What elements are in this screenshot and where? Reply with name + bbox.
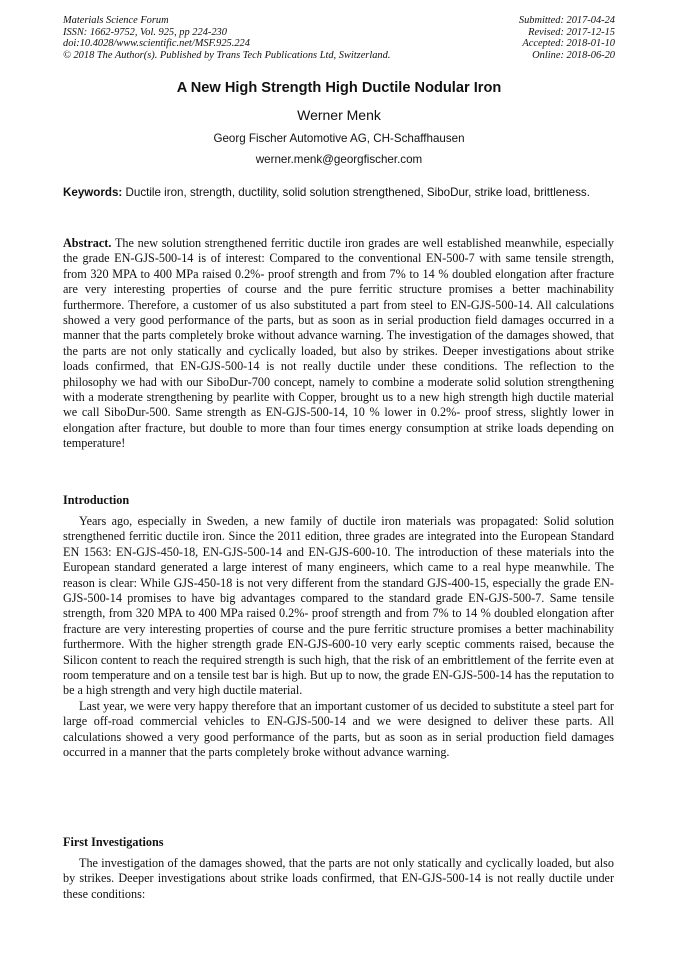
paper-title: A New High Strength High Ductile Nodular Iron [176,80,502,96]
abstract-label: Abstract. [63,236,112,250]
introduction-heading: Introduction [63,493,130,507]
first-investigations-paragraph: The investigation of the damages showed, that the parts are not only statically and cyclically loaded, but also by strikes. Deeper investigations about strike loads confirmed, that EN-GJS-500-14 is not really ductile under these conditions: [63,856,614,901]
keywords-text: Ductile iron, strength, ductility, solid solution strengthened, SiboDur, strike load, brittleness. [125,186,590,199]
dates-header [519,15,615,61]
abstract-text: The new solution strengthened ferritic ductile iron grades are well established meanwhile, especially the grade EN-GJS-500-14 is of interest: Compared to the conventional EN-500-7 with same tensile strength, from 320 MPA to 400 MPa raised 0.2%- proof strength and from 7% to 14 % doubled elongation after fracture are very interesting properties of course and the pure ferritic structure promises a better machinability furthermore. Therefore, a customer of us also substituted a part from steel to EN-GJS-500-14. All calculations showed a very good performance of the parts, but as soon as in serial production field damages occurred in a manner that the parts completely broke without advance warning. The investigation of the damages showed, that the parts are not only statically and cyclically loaded, but also by strikes. Deeper investigations about strike loads confirmed, that EN-GJS-500-14 is not really ductile under these conditions. The reflection to the philosophy we had with our SiboDur-700 concept, namely to combine a moderate solid solution strengthening with a moderate strengthening by pearlite with Copper, brought us to a new high strength high ductile material we call SiboDur-500. Same strength as EN-GJS-500-14, 10 % lower in 0.2%- proof stress, slightly lower in elongation after fracture, but double to more than four times energy consumption at strike loads depending on temperature! [63,236,615,451]
author-affiliation: Georg Fischer Automotive AG, CH-Schaffhausen [213,132,465,145]
abstract-block [63,236,614,452]
doi-line: doi:10.4028/www.scientific.net/MSF.925.224 [63,38,250,50]
author-email: werner.menk@georgfischer.com [255,153,423,166]
introduction-paragraph: Last year, we were very happy therefore that an important customer of us decided to substitute a steel part for large off-road commercial vehicles to EN-GJS-500-14 and we were designed to deliver these parts. All calculations showed a very good performance of the parts, but as soon as in serial production field damages occurred in a manner that the parts completely broke without advance warning. [63,698,614,760]
journal-name: Materials Science Forum [63,15,169,26]
first-investigations-heading: First Investigations [63,835,164,849]
copyright-line: © 2018 The Author(s). Published by Trans Tech Publications Ltd, Switzerland. [63,49,391,61]
journal-header [63,15,390,61]
issn-line: ISSN: 1662-9752, Vol. 925, pp 224-230 [63,26,227,38]
first-investigations-body [63,856,614,902]
submitted-date: Submitted: 2017-04-24 [518,15,615,26]
accepted-date: Accepted: 2018-01-10 [522,38,615,50]
revised-date: Revised: 2017-12-15 [528,26,615,38]
introduction-body [63,514,614,761]
online-date: Online: 2018-06-20 [532,49,615,61]
author-name: Werner Menk [297,107,381,123]
introduction-paragraph: Years ago, especially in Sweden, a new family of ductile iron materials was propagated: Solid solution strengthened ferritic ductile iron. Since the 2011 edition, three grades are integrated into the European Standard EN 1563: EN-GJS-450-18, EN-GJS-500-14 and EN-GJS-600-10. The introduction of these materials into the European standard generated a large interest of many engineers, which came to a real hype meanwhile. The reason is clear: While GJS-450-18 is not very different from the standard GJS-400-15, especially the grade EN-GJS-500-14 promises to have big advantages compared to the standard grade EN-GJS-500-7. Same tensile strength, from 320 MPA to 400 MPa raised 0.2%- proof strength and from 7% to 14 % doubled elongation after fracture are very interesting properties of course and the pure ferritic structure promises a better machinability furthermore. With the higher strength grade EN-GJS-600-10 very early sceptic comments raised, because the Silicon content to reach the required strength is such high, that the risk of an embrittlement of the ferrite even at room temperature and on a tensile test bar is high. But up to now, the grade EN-GJS-500-14 has the reputation to be a high strength and very high ductile material. [63,514,614,698]
keywords-block [63,186,614,201]
keywords-label: Keywords: [63,186,123,199]
